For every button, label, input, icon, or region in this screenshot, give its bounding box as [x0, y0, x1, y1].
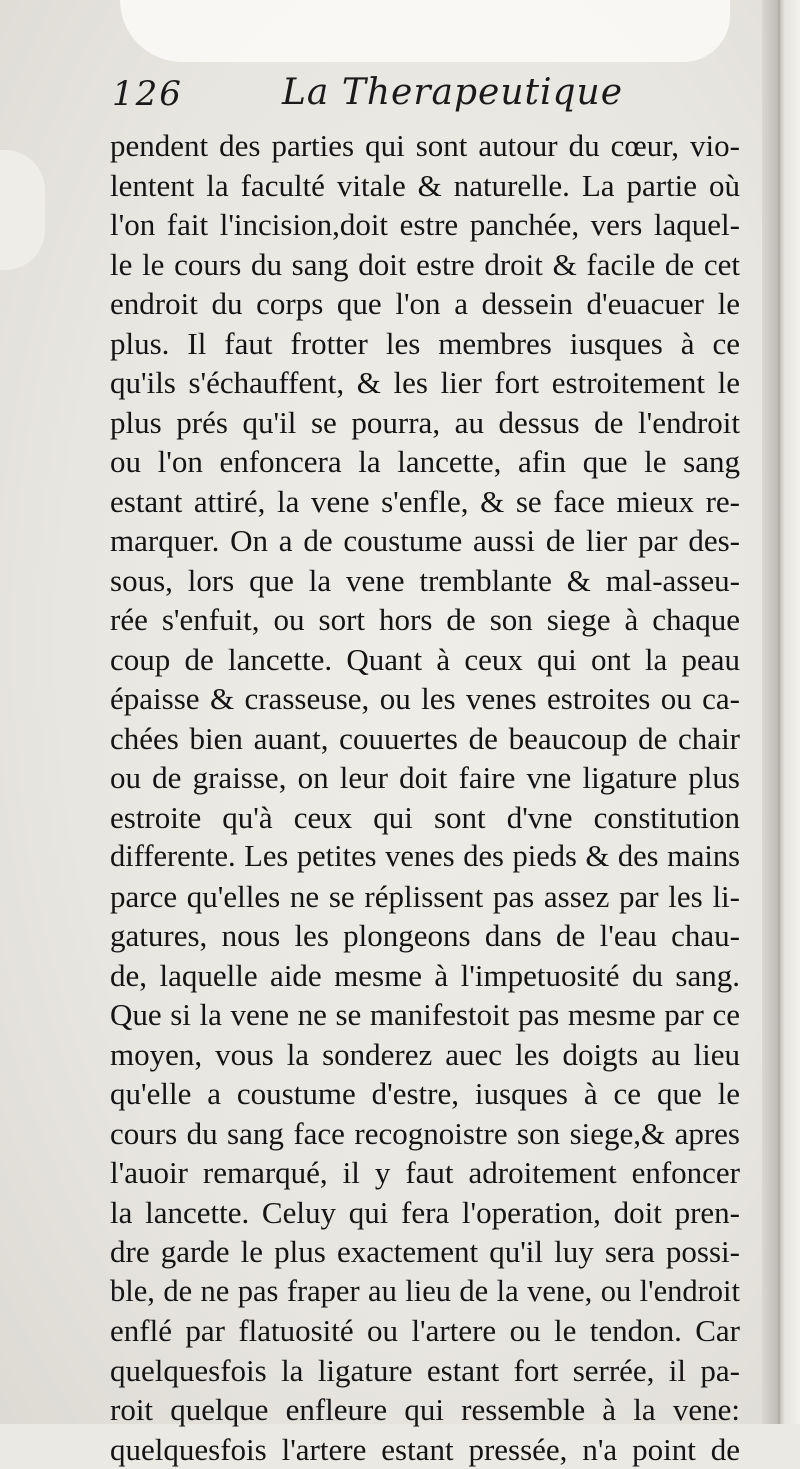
text-line: quelquesfois l'artere estant pressée, n'a point de	[110, 1430, 740, 1469]
text-line: sous, lors que la vene tremblante & mal-asseu-	[110, 561, 740, 601]
paper-stain-left	[0, 150, 45, 270]
text-line: épaisse & crasseuse, ou les venes estroites ou ca-	[110, 679, 740, 719]
text-line: la lancette. Celuy qui fera l'operation, doit pren-	[110, 1193, 740, 1233]
text-line: l'on fait l'incision,doit estre panchée, vers laquel-	[110, 205, 740, 245]
page-number: 126	[112, 74, 183, 114]
gutter-fold-line	[778, 0, 780, 1424]
text-line: differente. Les petites venes des pieds & des mains	[110, 837, 740, 877]
text-line: marquer. On a de coustume aussi de lier par des-	[110, 521, 740, 561]
text-line: roit quelque enfleure qui ressemble à la vene:	[110, 1390, 740, 1430]
text-line: qu'ils s'échauffent, & les lier fort estroitement le	[110, 363, 740, 403]
text-line: estant attiré, la vene s'enfle, & se face mieux re-	[110, 482, 740, 522]
body-text	[110, 126, 740, 1469]
text-line: ou l'on enfoncera la lancette, afin que le sang	[110, 442, 740, 482]
text-line: endroit du corps que l'on a dessein d'euacuer le	[110, 284, 740, 324]
text-line: moyen, vous la sonderez auec les doigts au lieu	[110, 1035, 740, 1075]
text-line: l'auoir remarqué, il y faut adroitement enfoncer	[110, 1153, 740, 1193]
running-head	[112, 70, 732, 122]
text-line: plus. Il faut frotter les membres iusques à ce	[110, 324, 740, 364]
text-line: quelquesfois la ligature estant fort serrée, il pa-	[110, 1351, 740, 1391]
text-line: coup de lancette. Quant à ceux qui ont la peau	[110, 640, 740, 680]
text-line: ou de graisse, on leur doit faire vne ligature plus	[110, 758, 740, 798]
text-line: lentent la faculté vitale & naturelle. La partie où	[110, 166, 740, 206]
text-line: parce qu'elles ne se réplissent pas assez par les li-	[110, 877, 740, 917]
text-line: chées bien auant, couuertes de beaucoup de chair	[110, 719, 740, 759]
text-line: gatures, nous les plongeons dans de l'eau chau-	[110, 916, 740, 956]
book-gutter	[762, 0, 800, 1424]
text-line: cours du sang face recognoistre son siege,& apres	[110, 1114, 740, 1154]
text-line: ble, de ne pas fraper au lieu de la vene, ou l'endroit	[110, 1272, 740, 1312]
text-line: pendent des parties qui sont autour du cœur, vio-	[110, 126, 740, 166]
text-line: plus prés qu'il se pourra, au dessus de l'endroit	[110, 403, 740, 443]
text-line: le le cours du sang doit estre droit & facile de cet	[110, 245, 740, 285]
running-title: La Therapeutique	[282, 72, 623, 113]
text-line: rée s'enfuit, ou sort hors de son siege à chaque	[110, 600, 740, 640]
text-line: Que si la vene ne se manifestoit pas mesme par ce	[110, 995, 740, 1035]
text-line: estroite qu'à ceux qui sont d'vne constitution	[110, 798, 740, 838]
text-line: de, laquelle aide mesme à l'impetuosité du sang.	[110, 956, 740, 996]
paper-stain-top	[120, 0, 730, 62]
text-line: enflé par flatuosité ou l'artere ou le tendon. Car	[110, 1311, 740, 1351]
text-line: dre garde le plus exactement qu'il luy sera possi-	[110, 1232, 740, 1272]
text-line: qu'elle a coustume d'estre, iusques à ce que le	[110, 1074, 740, 1114]
